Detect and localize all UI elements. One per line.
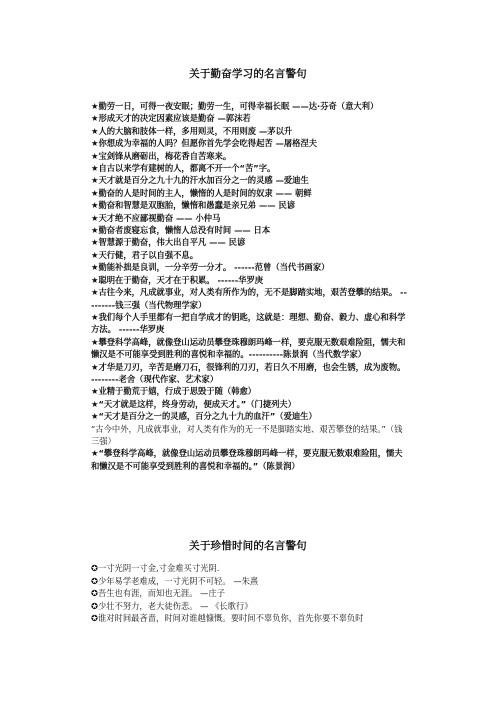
quote-item: ★“天才就是这样，终身劳动，便成天才。”（门捷列夫）: [91, 398, 297, 409]
quote-item: ★勤能补拙是良训，一分辛劳一分才。 ------范曾（当代书画家）: [91, 262, 330, 273]
section-title-diligence: 关于勤奋学习的名言警句: [189, 68, 307, 80]
quote-item: ★业精于勤荒于嬉，行成于思毁于随（韩愈）: [91, 386, 257, 397]
quote-item: “古今中外，凡成就事业，对人类有作为的无一不是脚踏实地、艰苦攀登的结果。”（钱三强）: [91, 423, 403, 446]
quote-item: ★勤奋和智慧是双胞胎，懒惰和愚蠢是亲兄弟 —— 民谚: [91, 200, 296, 211]
quote-item: ★形成天才的决定因素应该是勤奋 —郭沫若: [91, 113, 251, 124]
quote-item: ★“天才是百分之一的灵感，百分之九十九的血汗”（爱迪生）: [91, 411, 317, 422]
quote-item: ★天行健，君子以自强不息。: [91, 249, 199, 260]
quote-item: ★勤奋的人是时间的主人，懒惰的人是时间的奴隶 —— 朝鲜: [91, 187, 312, 198]
quote-item: ✪吾生也有涯，而知也无涯。 —庄子: [91, 588, 226, 599]
quote-item: ★攀登科学高峰，就像登山运动员攀登珠穆朗玛峰一样，要克服无数艰难险阻，懦夫和懒汉是不可能享受到胜利的喜悦和幸福的。----------陈景润（当代数学家）: [91, 336, 406, 360]
quote-item: ✪少年易学老难成，一寸光阴不可轻。 —朱熹: [91, 575, 259, 586]
quote-list-time: [91, 562, 409, 625]
quote-item: ★自古以来学有建树的人，都离不开一个“苦”字。: [91, 163, 276, 174]
quote-item: ✪一寸光阴一寸金,寸金难买寸光阴.: [91, 563, 220, 573]
quote-item: ★勤奋者废寝忘食，懒惰人总没有时间 —— 日本: [91, 225, 271, 236]
quote-item: ★宝剑锋从磨砺出，梅花香自苦寒来。: [91, 150, 232, 161]
quote-list-diligence: [91, 100, 409, 472]
quote-item: ★我们每个人手里都有一把自学成才的钥匙，这就是：理想、勤奋、毅力、虚心和科学方法。 ------华罗庚: [91, 311, 406, 335]
quote-item: ★才华是刀刃，辛苦是磨刀石，很锋利的刀刃，若日久不用磨，也会生锈，成为废物。 --------老舍（现代作家、艺术家）: [91, 361, 406, 384]
quote-item: ✪少壮不努力，老大徒伤悲。 — 《长歌行》: [91, 600, 253, 611]
quote-item: ★你想成为幸福的人吗？但愿你首先学会吃得起苦 —屠格涅夫: [91, 138, 318, 149]
quote-item: ★聪明在于勤奋，天才在于积累。 ------华罗庚: [91, 274, 264, 285]
quote-item: ★古往今来，凡成就事业，对人类有所作为的，无不是脚踏实地，艰苦登攀的结果。 ---------钱三强（当代物理学家）: [91, 287, 407, 310]
quote-item: ★人的大脑和肢体一样，多用则灵，不用则废 —茅以升: [91, 125, 293, 136]
quote-item: ✪谁对时间最吝啬，时间对谁越慷慨。要时间不辜负你，首先你要不辜负时: [91, 613, 364, 624]
quote-item: ★勤劳一日，可得一夜安眠；勤劳一生，可得幸福长眠 ——达·芬奇（意大利）: [91, 101, 379, 111]
section-title-time: 关于珍惜时间的名言警句: [189, 540, 307, 552]
quote-item: ★“攀登科学高峰，就像登山运动员攀登珠穆朗玛峰一样，要克服无数艰难险阻，懦夫和懒汉是不可能享受到胜利的喜悦和幸福的。”（陈景润）: [91, 448, 403, 471]
quote-item: ★天才绝不应鄙视勤奋 —— 小仲马: [91, 212, 221, 223]
quote-item: ★智慧源于勤奋，伟大出自平凡 —— 民谚: [91, 237, 246, 248]
quote-item: ★天才就是百分之九十九的汗水加百分之一的灵感 —爱迪生: [91, 175, 309, 186]
